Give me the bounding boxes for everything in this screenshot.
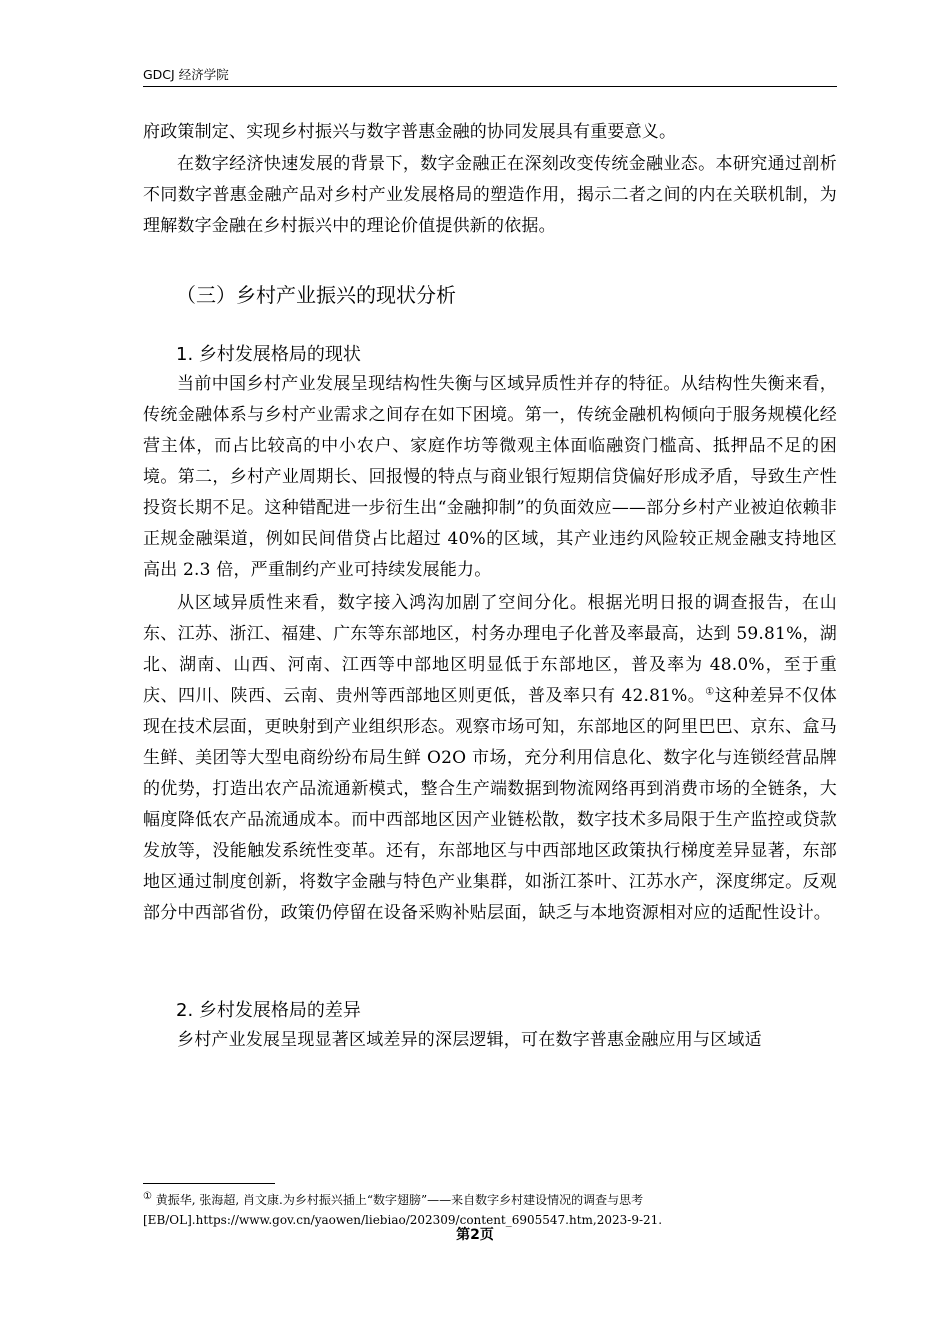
paragraph-regional-differences: 乡村产业发展呈现显著区域差异的深层逻辑，可在数字普惠金融应用与区域适 xyxy=(177,1030,762,1050)
page-header xyxy=(143,66,837,87)
header-title: GDCJ 经济学院 xyxy=(143,67,229,82)
paragraph-regional-heterogeneity xyxy=(143,588,837,929)
footnote xyxy=(143,1190,837,1230)
footnote-text: 黄振华, 张海超, 肖文康.为乡村振兴插上“数字翅膀”——来自数字乡村建设情况的调查与思考[EB/OL].https://www.gov.cn/yaowen/liebiao/202309/content_6905547.htm,2023-9-21. xyxy=(143,1193,663,1227)
footnote-mark: ① xyxy=(143,1191,152,1202)
paragraph-structural-imbalance: 当前中国乡村产业发展呈现结构性失衡与区域异质性并存的特征。从结构性失衡来看，传统金融体系与乡村产业需求之间存在如下困境。第一，传统金融机构倾向于服务规模化经营主体，而占比较高的中小农户、家庭作坊等微观主体面临融资门槛高、抵押品不足的困境。第二，乡村产业周期长、回报慢的特点与商业银行短期信贷偏好形成矛盾，导致生产性投资长期不足。这种错配进一步衍生出“金融抑制”的负面效应——部分乡村产业被迫依赖非正规金融渠道，例如民间借贷占比超过 40%的区域，其产业违约风险较正规金融支持地区高出 2.3 倍，严重制约产业可持续发展能力。 xyxy=(143,374,837,580)
paragraph-text-part: 这种差异不仅体现在技术层面，更映射到产业组织形态。观察市场可知，东部地区的阿里巴巴、京东、盒马生鲜、美团等大型电商纷纷布局生鲜 O2O 市场，充分利用信息化、数字化与连锁经营品牌的优势，打造出农产品流通新模式，整合生产端数据到物流网络再到消费市场的全链条，大幅度降低农产品流通成本。而中西部地区因产业链松散，数字技术多局限于生产监控或贷款发放等，没能触发系统性变革。还有，东部地区与中西部地区政策执行梯度差异显著，东部地区通过制度创新，将数字金融与特色产业集群，如浙江茶叶、江苏水产，深度绑定。反观部分中西部省份，政策仍停留在设备采购补贴层面，缺乏与本地资源相对应的适配性设计。 xyxy=(143,686,837,923)
page-number: 第2页 xyxy=(456,1227,494,1243)
paragraph-text-part: 从区域异质性来看，数字接入鸿沟加剧了空间分化。根据光明日报的调查报告，在山东、江苏、浙江、福建、广东等东部地区，村务办理电子化普及率最高，达到 59.81%，湖北、湖南、山西、河南、江西等中部地区明显低于东部地区，普及率为 48.0%，至于重庆、四川、陕西、云南、贵州等西部地区则更低，普及率只有 42.81%。 xyxy=(143,593,837,706)
subsection-heading-1: 1. 乡村发展格局的现状 xyxy=(176,344,361,365)
paragraph-research-purpose: 在数字经济快速发展的背景下，数字金融正在深刻改变传统金融业态。本研究通过剖析不同数字普惠金融产品对乡村产业发展格局的塑造作用，揭示二者之间的内在关联机制，为理解数字金融在乡村振兴中的理论价值提供新的依据。 xyxy=(143,154,837,236)
section-heading-3: （三）乡村产业振兴的现状分析 xyxy=(176,283,456,307)
footnote-reference[interactable]: ① xyxy=(705,686,715,698)
document-body xyxy=(143,117,837,1056)
paragraph-continuation: 府政策制定、实现乡村振兴与数字普惠金融的协同发展具有重要意义。 xyxy=(143,122,677,142)
subsection-heading-2: 2. 乡村发展格局的差异 xyxy=(176,1000,361,1021)
footnote-divider xyxy=(143,1183,275,1184)
